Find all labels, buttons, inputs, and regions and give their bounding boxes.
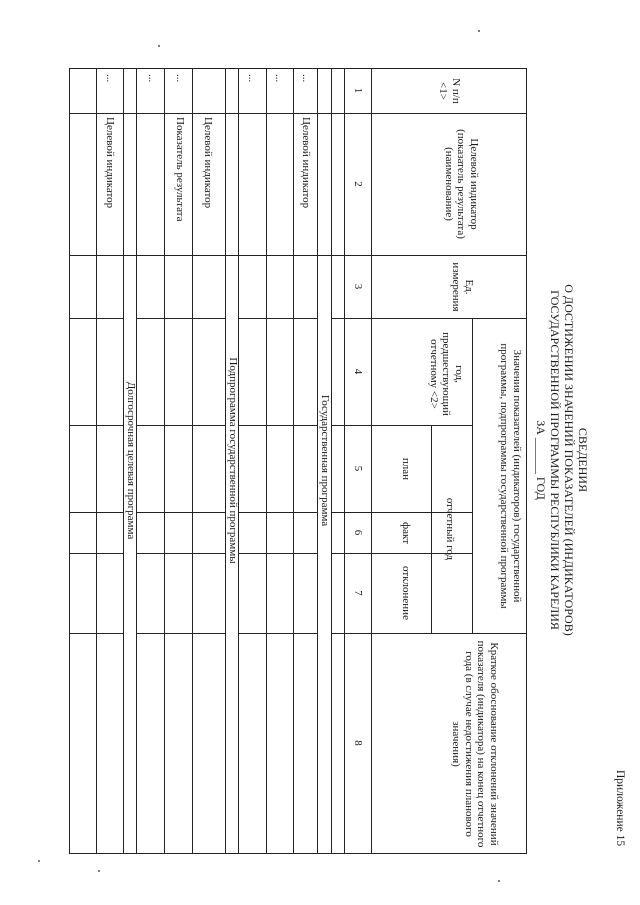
column-number-6: 6 [352,529,364,536]
scan-speck [98,870,100,872]
column-number-4: 4 [352,368,364,375]
header-previous-year: год, предшествующий отчетному <2> [427,332,465,416]
column-number-5: 5 [352,465,364,472]
header-unit: Ед. измерения [450,262,475,312]
document-title [534,250,590,670]
title-line-2: О ДОСТИЖЕНИИ ЗНАЧЕНИЙ ПОКАЗАТЕЛЕЙ (ИНДИКАТОРОВ) [562,284,576,636]
scan-speck [478,30,480,32]
section-state-program: Государственная программа [319,394,331,527]
row-7-name: Целевой индикатор [104,117,116,209]
row-6-number: ... [146,74,158,83]
row-1-number: ... [300,74,312,83]
scan-speck [158,45,160,47]
header-reporting-year: отчетный год [444,497,456,561]
section-long-term-program: Долгосрочная целевая программа [125,381,137,540]
header-values-group: Значения показателей (индикаторов) государственной программы, подпрограммы государственной программы [498,343,523,609]
column-number-3: 3 [352,283,364,290]
title-line-3: ГОСУДАРСТВЕННОЙ ПРОГРАММЫ РЕСПУБЛИКИ КАРЕЛИЯ [548,290,562,630]
header-plan: план [400,457,412,481]
row-7-number: ... [104,74,116,83]
column-number-1: 1 [352,87,364,94]
column-number-7: 7 [352,590,364,596]
header-justification: Краткое обоснование отклонений значений показателя (индикатора) на конец отчетного года (в случае недостижения планового значения) [450,640,500,848]
header-deviation: отклонение [400,566,412,620]
row-3-number: ... [246,74,258,83]
header-indicator-name: Целевой индикатор (показатель результата) (наименование) [442,129,480,239]
row-5-number: ... [174,74,186,83]
row-2-number: ... [273,74,285,83]
row-1-name: Целевой индикатор [300,117,312,209]
title-line-4: ЗА ______ ГОД [534,420,548,500]
scan-speck [498,880,500,882]
column-number-2: 2 [352,181,364,187]
title-line-1: СВЕДЕНИЯ [576,427,590,493]
header-number: N п/п <1> [437,78,462,104]
header-fact: факт [400,521,412,545]
row-5-name: Показатель результата [174,117,186,222]
appendix-label: Приложение 15 [614,770,626,847]
scan-speck [38,860,40,862]
section-subprogram: Подпрограмма государственной программы [227,357,239,564]
row-4-name: Целевой индикатор [202,117,214,209]
column-number-8: 8 [352,740,364,746]
